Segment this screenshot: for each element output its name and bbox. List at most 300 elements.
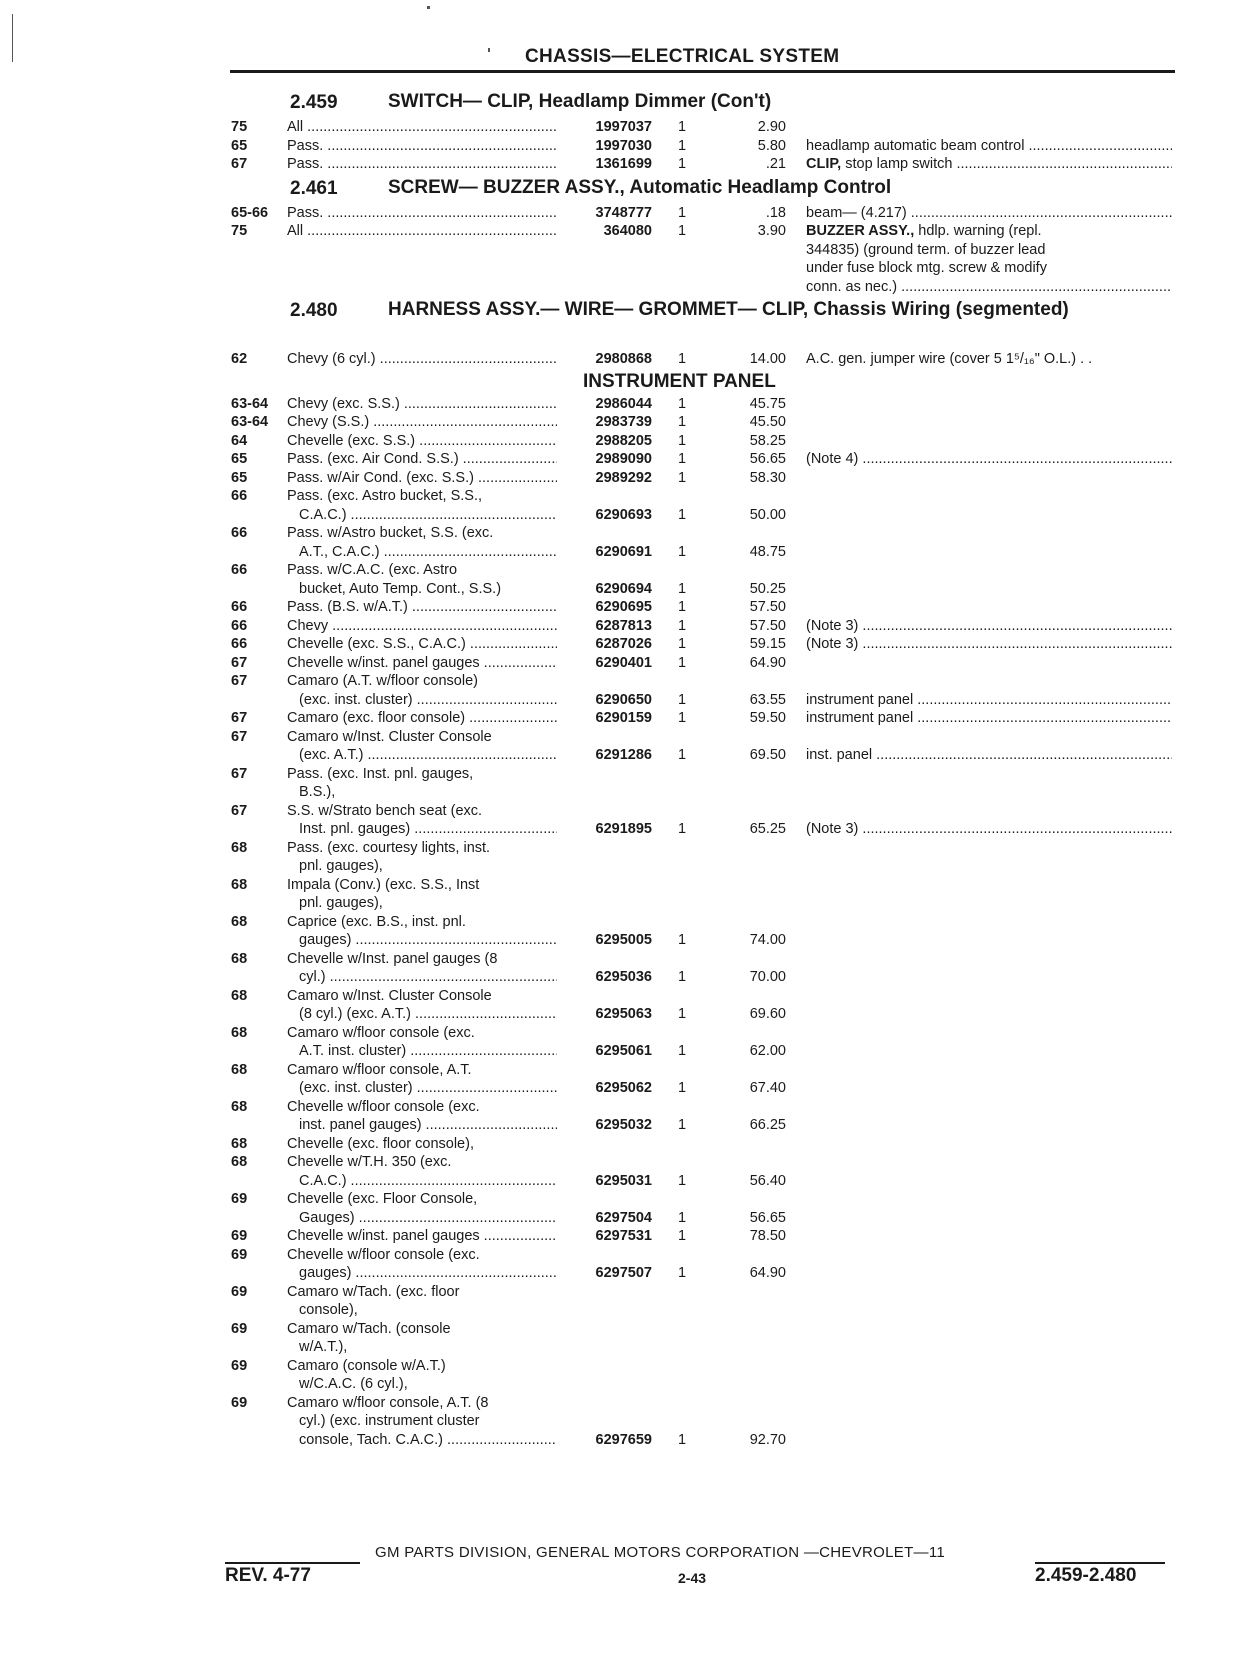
application-description: [287, 635, 557, 654]
quantity: 1: [678, 1209, 687, 1226]
parts-row: [0, 987, 1233, 1024]
part-number: 6295063: [595, 1006, 652, 1022]
model-year: 68: [231, 950, 248, 967]
note-text: hdlp. warning (repl.: [914, 223, 1042, 239]
parts-row: [0, 802, 1233, 839]
parts-row: [0, 1061, 1233, 1098]
parts-row: [0, 1227, 1233, 1246]
model-year: 66: [231, 488, 248, 504]
part-number: 1997030: [595, 137, 652, 154]
note-text: (Note 3): [806, 617, 859, 634]
parts-row: [0, 1153, 1233, 1190]
part-number: 6295062: [595, 1080, 652, 1096]
note-column: [806, 137, 1172, 156]
note-text: (Note 3): [806, 636, 859, 652]
parts-row: [0, 672, 1233, 709]
section-number: 2.461: [290, 177, 338, 199]
price: 58.25: [749, 432, 786, 449]
part-number: 2989292: [595, 469, 652, 486]
model-year: 75: [231, 223, 248, 239]
description-line: Pass. (exc. courtesy lights, inst.: [287, 839, 491, 856]
description-line: Pass. (exc. Astro bucket, S.S.,: [287, 488, 483, 504]
model-year: 68: [231, 913, 248, 930]
quantity: 1: [678, 1080, 687, 1096]
quantity: 1: [678, 932, 687, 948]
description-line: Chevelle (exc. Floor Console,: [287, 1191, 478, 1207]
price: 74.00: [749, 932, 786, 948]
model-year: 68: [231, 1098, 248, 1115]
description-line: pnl. gauges),: [299, 858, 383, 874]
application-description: [287, 1394, 557, 1450]
footer-page-number: 2-43: [678, 1570, 707, 1586]
note-text: stop lamp switch: [841, 156, 953, 172]
quantity: 1: [678, 1043, 687, 1059]
model-year: 62: [231, 351, 248, 367]
parts-row: [0, 1320, 1233, 1357]
part-number: 2980868: [595, 351, 652, 367]
application-description: [287, 204, 557, 223]
note-line: [806, 222, 1172, 241]
price: 58.30: [749, 469, 786, 486]
description-line: cyl.) .....: [287, 968, 557, 987]
section-title: SWITCH— CLIP, Headlamp Dimmer (Con't): [388, 91, 772, 112]
application-description: [287, 222, 557, 241]
quantity: 1: [678, 710, 687, 726]
model-year: 67: [231, 710, 248, 726]
application-description: [287, 950, 557, 987]
model-year: 69: [231, 1283, 248, 1300]
footer-publisher: GM PARTS DIVISION, GENERAL MOTORS CORPORATION —CHEVROLET—11: [375, 1544, 946, 1561]
description-line: Chevelle (exc. S.S.) .....: [287, 432, 557, 451]
parts-row: [0, 913, 1233, 950]
note-text: conn. as nec.): [806, 278, 898, 295]
price: 5.80: [757, 137, 786, 154]
page-title: CHASSIS—ELECTRICAL SYSTEM: [525, 46, 840, 67]
description-line: All .....: [287, 118, 557, 137]
description-line: Chevelle (exc. floor console),: [287, 1135, 474, 1152]
description-line: console, Tach. C.A.C.) .....: [287, 1431, 557, 1450]
note-line: [806, 155, 1172, 174]
quantity: 1: [678, 1265, 687, 1281]
part-number: 3748777: [595, 204, 652, 221]
parts-row: [0, 1024, 1233, 1061]
section-title: SCREW— BUZZER ASSY., Automatic Headlamp Control: [388, 176, 892, 198]
note-text: beam— (4.217): [806, 204, 907, 221]
application-description: [287, 654, 557, 673]
scan-speck: [12, 14, 13, 62]
application-description: [287, 155, 557, 174]
parts-row: [0, 654, 1233, 673]
description-line: gauges) .....: [287, 1264, 557, 1283]
part-number: 2986044: [595, 395, 652, 412]
part-number: 6290695: [595, 599, 652, 615]
description-line: A.T. inst. cluster) .....: [287, 1042, 557, 1061]
price: 57.50: [749, 617, 786, 634]
part-number: 364080: [603, 223, 652, 239]
note-text: (Note 4): [806, 451, 859, 467]
application-description: [287, 1227, 557, 1246]
application-description: [287, 487, 557, 524]
application-description: [287, 913, 557, 950]
price: 62.00: [749, 1043, 786, 1059]
part-number: 6290650: [595, 691, 652, 708]
quantity: 1: [678, 469, 687, 486]
parts-row: [0, 561, 1233, 598]
price: 59.15: [749, 636, 786, 652]
parts-row: [0, 635, 1233, 654]
parts-row: [0, 222, 1233, 296]
description-line: Pass. (B.S. w/A.T.) .....: [287, 598, 557, 617]
parts-row: [0, 155, 1233, 174]
section-heading: [0, 174, 1233, 204]
quantity: 1: [678, 351, 687, 367]
quantity: 1: [678, 1228, 687, 1244]
part-number: 6295005: [595, 932, 652, 948]
quantity: 1: [678, 617, 687, 634]
model-year: 68: [231, 987, 248, 1004]
description-line: cyl.) (exc. instrument cluster: [299, 1413, 480, 1429]
description-line: Camaro w/Tach. (console: [287, 1320, 451, 1337]
description-line: Camaro w/Inst. Cluster Console: [287, 987, 492, 1004]
application-description: [287, 987, 557, 1024]
part-number: 6291895: [595, 821, 652, 837]
note-line: [806, 241, 1172, 260]
model-year: 65: [231, 137, 248, 154]
model-year: 66: [231, 525, 248, 541]
section-title: HARNESS ASSY.— WIRE— GROMMET— CLIP, Chassis Wiring (segmented): [388, 299, 1069, 320]
part-number: 6295061: [595, 1043, 652, 1059]
part-number: 6290691: [595, 543, 652, 560]
description-line: inst. panel gauges) .....: [287, 1116, 557, 1135]
price: 59.50: [749, 710, 786, 726]
description-line: Chevelle w/floor console (exc.: [287, 1246, 480, 1263]
model-year: 67: [231, 156, 248, 172]
note-column: [806, 204, 1172, 223]
model-year: 65-66: [231, 204, 269, 221]
application-description: [287, 839, 557, 876]
model-year: 68: [231, 1135, 248, 1152]
note-column: [806, 450, 1172, 469]
quantity: 1: [678, 506, 687, 523]
note-column: [806, 350, 1172, 369]
note-text: under fuse block mtg. screw & modify: [806, 260, 1047, 276]
application-description: [287, 617, 557, 636]
parts-row: [0, 876, 1233, 913]
description-line: Chevy (exc. S.S.) .....: [287, 395, 557, 414]
note-column: [806, 691, 1172, 710]
quantity: 1: [678, 137, 687, 154]
price: .18: [765, 204, 786, 221]
part-number: 2983739: [595, 414, 652, 430]
part-number: 6290159: [595, 710, 652, 726]
description-line: Impala (Conv.) (exc. S.S., Inst: [287, 876, 480, 893]
application-description: [287, 765, 557, 802]
quantity: 1: [678, 1117, 687, 1133]
application-description: [287, 672, 557, 709]
application-description: [287, 1153, 557, 1190]
model-year: 68: [231, 839, 248, 856]
price: 2.90: [757, 119, 786, 135]
note-line: [806, 350, 1172, 369]
application-description: [287, 1320, 557, 1357]
part-number: 6287026: [595, 636, 652, 652]
subsection-heading: [0, 369, 1233, 395]
note-line: [806, 450, 1172, 469]
description-line: C.A.C.) .....: [287, 1172, 557, 1191]
section-number: 2.480: [290, 300, 338, 321]
price: 48.75: [749, 543, 786, 560]
description-line: Pass. .....: [287, 137, 557, 156]
quantity: 1: [678, 636, 687, 652]
model-year: 68: [231, 1024, 248, 1041]
parts-row: [0, 137, 1233, 156]
price: 14.00: [749, 351, 786, 367]
part-number: 6295036: [595, 969, 652, 985]
parts-row: [0, 598, 1233, 617]
price: 67.40: [749, 1080, 786, 1096]
note-line: [806, 137, 1172, 156]
description-line: Chevelle w/inst. panel gauges .....: [287, 654, 557, 673]
part-number: 6291286: [595, 747, 652, 763]
description-line: Pass. w/Air Cond. (exc. S.S.) .....: [287, 469, 557, 488]
part-number: 2988205: [595, 432, 652, 449]
description-line: console),: [299, 1302, 358, 1318]
model-year: 68: [231, 1154, 248, 1170]
model-year: 69: [231, 1320, 248, 1337]
part-number: 1361699: [595, 156, 652, 172]
quantity: 1: [678, 414, 687, 430]
application-description: [287, 1357, 557, 1394]
note-line: [806, 691, 1172, 710]
description-line: (exc. A.T.) .....: [287, 746, 557, 765]
note-text: A.C. gen. jumper wire (cover 5 1⁵/₁₆" O.L.) . .: [806, 351, 1093, 367]
part-number: 6290401: [595, 654, 652, 671]
model-year: 69: [231, 1191, 248, 1207]
part-number: 6290693: [595, 506, 652, 523]
quantity: 1: [678, 119, 687, 135]
parts-row: [0, 950, 1233, 987]
price: 3.90: [757, 223, 786, 239]
section-number: 2.459: [290, 92, 338, 113]
model-year: 69: [231, 1394, 248, 1411]
quantity: 1: [678, 156, 687, 172]
description-line: gauges) .....: [287, 931, 557, 950]
price: 45.75: [749, 395, 786, 412]
description-line: Chevy .....: [287, 617, 557, 636]
description-line: Pass. .....: [287, 155, 557, 174]
model-year: 63-64: [231, 395, 269, 412]
note-column: [806, 746, 1172, 765]
note-keyword: BUZZER ASSY.,: [806, 223, 915, 239]
parts-row: [0, 524, 1233, 561]
parts-row: [0, 1190, 1233, 1227]
model-year: 75: [231, 119, 248, 135]
note-line: [806, 204, 1172, 223]
description-line: Pass. (exc. Air Cond. S.S.) .....: [287, 450, 557, 469]
footer-rule-right: [1035, 1562, 1165, 1564]
application-description: [287, 802, 557, 839]
parts-row: [0, 617, 1233, 636]
price: 69.50: [749, 747, 786, 763]
quantity: 1: [678, 821, 687, 837]
model-year: 66: [231, 617, 248, 634]
quantity: 1: [678, 204, 687, 221]
application-description: [287, 876, 557, 913]
description-line: Pass. w/Astro bucket, S.S. (exc.: [287, 525, 494, 541]
application-description: [287, 1098, 557, 1135]
part-number: 6297659: [595, 1431, 652, 1448]
quantity: 1: [678, 451, 687, 467]
price: 50.25: [749, 580, 786, 597]
application-description: [287, 1061, 557, 1098]
model-year: 68: [231, 876, 248, 893]
quantity: 1: [678, 1006, 687, 1022]
price: 69.60: [749, 1006, 786, 1022]
application-description: [287, 432, 557, 451]
part-number: 6297531: [595, 1228, 652, 1244]
description-line: Camaro w/Tach. (exc. floor: [287, 1283, 460, 1300]
description-line: Pass. .....: [287, 204, 557, 223]
description-line: (8 cyl.) (exc. A.T.) .....: [287, 1005, 557, 1024]
note-column: [806, 222, 1172, 296]
application-description: [287, 395, 557, 414]
description-line: Camaro w/floor console, A.T.: [287, 1061, 472, 1078]
application-description: [287, 524, 557, 561]
scan-speck: [488, 48, 490, 52]
application-description: [287, 1135, 557, 1154]
description-line: Camaro (A.T. w/floor console): [287, 673, 478, 689]
model-year: 67: [231, 802, 248, 819]
application-description: [287, 561, 557, 598]
note-line: [806, 820, 1172, 839]
price: .21: [765, 156, 786, 172]
description-line: (exc. inst. cluster) .....: [287, 1079, 557, 1098]
description-line: Inst. pnl. gauges) .....: [287, 820, 557, 839]
footer-rule-left: [225, 1562, 360, 1564]
quantity: 1: [678, 691, 687, 708]
parts-listing: [0, 88, 1233, 1449]
price: 56.40: [749, 1172, 786, 1189]
note-text: 344835) (ground term. of buzzer lead: [806, 241, 1046, 258]
description-line: Chevelle w/floor console (exc.: [287, 1098, 480, 1115]
description-line: Gauges) .....: [287, 1209, 557, 1228]
note-line: [806, 617, 1172, 636]
quantity: 1: [678, 654, 687, 671]
application-description: [287, 598, 557, 617]
price: 56.65: [749, 1209, 786, 1226]
description-line: bucket, Auto Temp. Cont., S.S.): [299, 580, 502, 597]
description-line: S.S. w/Strato bench seat (exc.: [287, 802, 483, 819]
application-description: [287, 1190, 557, 1227]
description-line: Chevelle w/T.H. 350 (exc.: [287, 1154, 452, 1170]
description-line: Pass. (exc. Inst. pnl. gauges,: [287, 765, 474, 782]
price: 45.50: [749, 414, 786, 430]
description-line: w/C.A.C. (6 cyl.),: [299, 1376, 408, 1392]
quantity: 1: [678, 543, 687, 560]
model-year: 67: [231, 728, 248, 745]
note-text: instrument panel: [806, 691, 914, 708]
note-text: instrument panel: [806, 710, 914, 726]
description-line: B.S.),: [299, 784, 336, 800]
note-line: [806, 746, 1172, 765]
section-heading: [0, 296, 1233, 350]
quantity: 1: [678, 432, 687, 449]
parts-row: [0, 395, 1233, 414]
note-line: [806, 259, 1172, 278]
section-heading: [0, 88, 1233, 118]
description-line: Camaro w/Inst. Cluster Console: [287, 728, 492, 745]
model-year: 67: [231, 654, 248, 671]
price: 64.90: [749, 654, 786, 671]
description-line: Chevelle w/Inst. panel gauges (8: [287, 950, 498, 967]
price: 57.50: [749, 599, 786, 615]
model-year: 63-64: [231, 414, 269, 430]
application-description: [287, 450, 557, 469]
model-year: 69: [231, 1228, 248, 1244]
description-line: pnl. gauges),: [299, 895, 383, 911]
parts-row: [0, 204, 1233, 223]
model-year: 65: [231, 469, 248, 486]
description-line: Camaro (console w/A.T.): [287, 1357, 446, 1374]
parts-row: [0, 1098, 1233, 1135]
parts-row: [0, 1394, 1233, 1450]
application-description: [287, 469, 557, 488]
model-year: 66: [231, 562, 248, 578]
price: 78.50: [749, 1228, 786, 1244]
description-line: A.T., C.A.C.) .....: [287, 543, 557, 562]
note-column: [806, 820, 1172, 839]
quantity: 1: [678, 969, 687, 985]
parts-row: [0, 839, 1233, 876]
price: 92.70: [749, 1431, 786, 1448]
application-description: [287, 1283, 557, 1320]
note-text: inst. panel: [806, 747, 873, 763]
quantity: 1: [678, 747, 687, 763]
application-description: [287, 137, 557, 156]
description-line: Caprice (exc. B.S., inst. pnl.: [287, 913, 466, 930]
description-line: All .....: [287, 222, 557, 241]
parts-row: [0, 1283, 1233, 1320]
note-text: headlamp automatic beam control: [806, 137, 1025, 154]
application-description: [287, 350, 557, 369]
note-column: [806, 635, 1172, 654]
parts-row: [0, 118, 1233, 137]
part-number: 1997037: [595, 119, 652, 135]
parts-row: [0, 487, 1233, 524]
model-year: 67: [231, 673, 248, 689]
parts-row: [0, 413, 1233, 432]
part-number: 6297504: [595, 1209, 652, 1226]
quantity: 1: [678, 1172, 687, 1189]
quantity: 1: [678, 599, 687, 615]
model-year: 66: [231, 599, 248, 615]
parts-row: [0, 1246, 1233, 1283]
parts-row: [0, 469, 1233, 488]
note-text: (Note 3): [806, 821, 859, 837]
description-line: w/A.T.),: [299, 1339, 348, 1355]
parts-row: [0, 350, 1233, 369]
description-line: Chevy (6 cyl.) .....: [287, 350, 557, 369]
price: 66.25: [749, 1117, 786, 1133]
footer-revision: REV. 4-77: [225, 1565, 311, 1586]
application-description: [287, 413, 557, 432]
parts-row: [0, 728, 1233, 765]
description-line: Chevelle w/inst. panel gauges .....: [287, 1227, 557, 1246]
price: 64.90: [749, 1265, 786, 1281]
quantity: 1: [678, 1431, 687, 1448]
note-column: [806, 709, 1172, 728]
model-year: 66: [231, 636, 248, 652]
